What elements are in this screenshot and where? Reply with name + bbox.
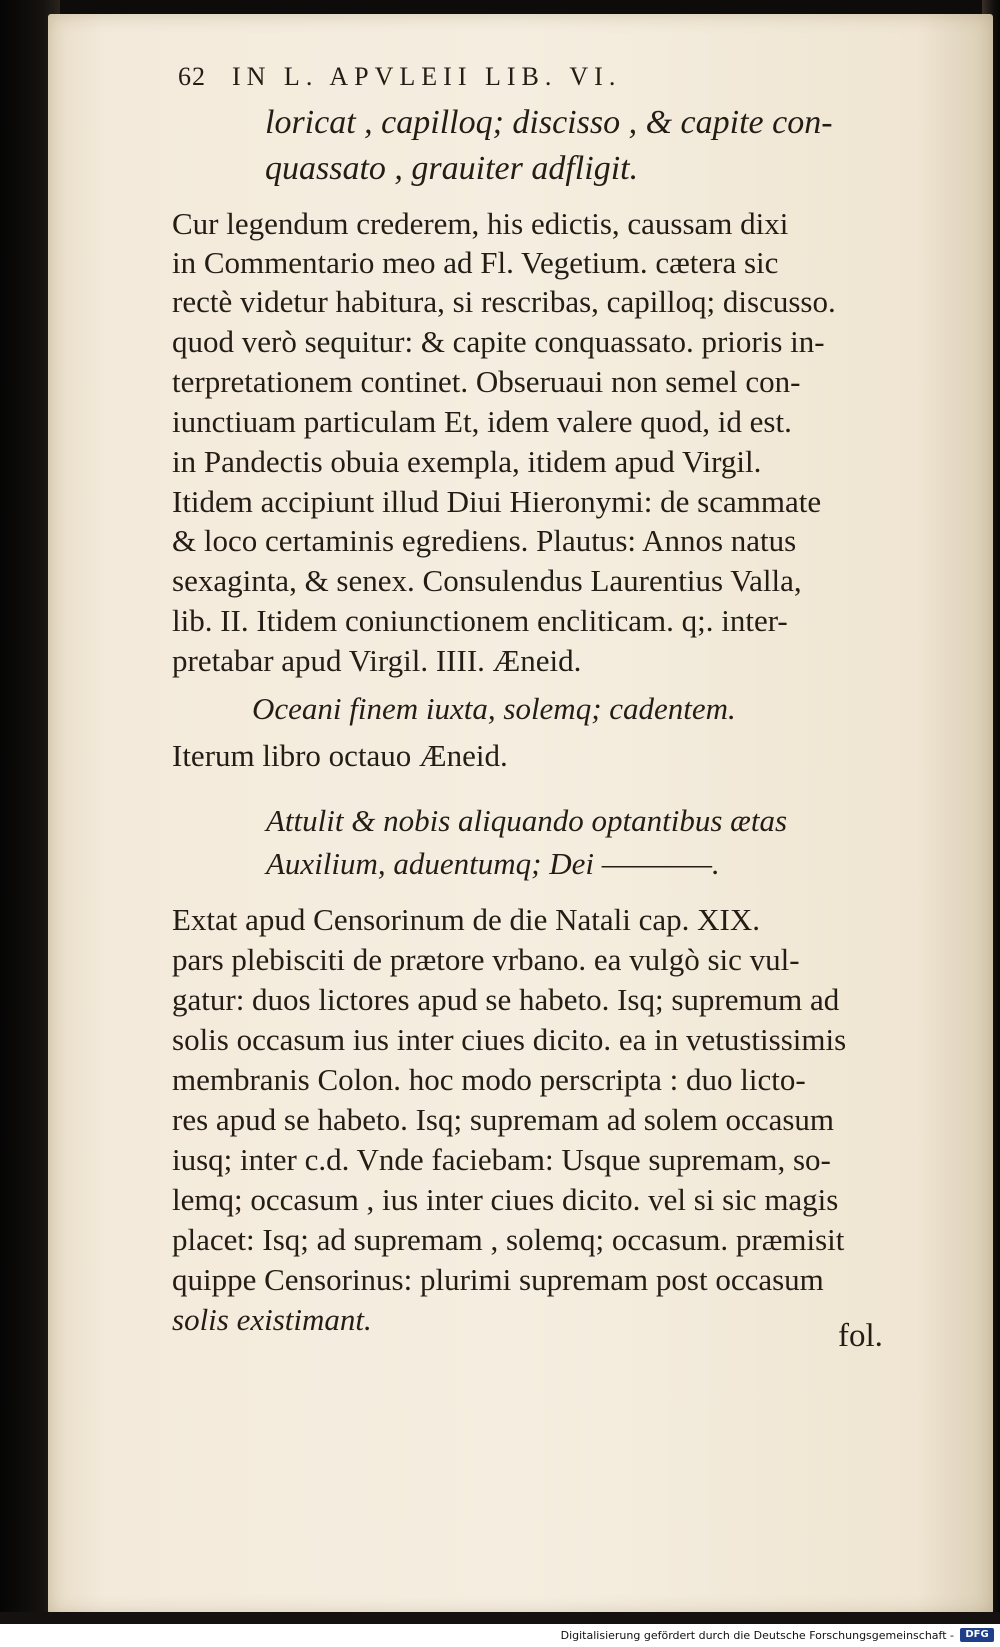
body-line: res apud se habeto. Isq; supremam ad solem occasum <box>172 1102 835 1137</box>
body-line: Cur legendum crederem, his edictis, caussam dixi <box>172 206 789 241</box>
body-line: quippe Censorinus: plurimi supremam post occasum <box>172 1262 824 1297</box>
body-line: placet: Isq; ad supremam , solemq; occasum. præmisit <box>172 1222 845 1257</box>
verse-line: Attulit & nobis aliquando optantibus ætas <box>266 803 788 838</box>
body-line: pars plebisciti de prætore vrbano. ea vulgò sic vul- <box>172 942 800 977</box>
verse-line: Oceani finem iuxta, solemq; cadentem. <box>252 691 736 726</box>
dfg-logo: DFG <box>960 1628 994 1642</box>
body-line: gatur: duos lictores apud se habeto. Isq; supremum ad <box>172 982 840 1017</box>
digitization-credit: Digitalisierung gefördert durch die Deutsche Forschungsgemeinschaft - <box>560 1629 954 1642</box>
body-line: quod verò sequitur: & capite conquassato. prioris in- <box>172 324 825 359</box>
body-line: lib. II. Itidem coniunctionem encliticam. q;. inter- <box>172 603 788 638</box>
body-line: solis existimant. <box>172 1302 372 1337</box>
body-line: iunctiuam particulam Et, idem valere quod, id est. <box>172 404 792 439</box>
body-line: rectè videtur habitura, si rescribas, capilloq; discusso. <box>172 284 836 319</box>
title-line: quassato , grauiter adfligit. <box>265 150 639 187</box>
body-line: sexaginta, & senex. Consulendus Laurentius Valla, <box>172 563 802 598</box>
body-line: solis occasum ius inter ciues dicito. ea in vetustissimis <box>172 1022 847 1057</box>
body-line: lemq; occasum , ius inter ciues dicito. vel si sic magis <box>172 1182 839 1217</box>
body-line: Itidem accipiunt illud Diui Hieronymi: de scammate <box>172 484 822 519</box>
catchword: fol. <box>838 1318 883 1354</box>
body-line: Extat apud Censorinum de die Natali cap. XIX. <box>172 902 760 937</box>
running-head <box>178 62 621 92</box>
body-line: in Commentario meo ad Fl. Vegetium. cætera sic <box>172 245 779 280</box>
page-number: 62 <box>178 62 206 91</box>
running-head-text: IN L. APVLEII LIB. VI. <box>232 62 622 91</box>
body-line: in Pandectis obuia exempla, itidem apud Virgil. <box>172 444 762 479</box>
body-line: terpretationem continet. Obseruaui non semel con- <box>172 364 801 399</box>
body-line: membranis Colon. hoc modo perscripta : duo licto- <box>172 1062 806 1097</box>
body-line: Iterum libro octauo Æneid. <box>172 738 508 773</box>
body-line: & loco certaminis egrediens. Plautus: Annos natus <box>172 523 797 558</box>
body-line: iusq; inter c.d. Vnde faciebam: Usque supremam, so- <box>172 1142 831 1177</box>
verse-line: Auxilium, aduentumq; Dei ————. <box>266 846 720 881</box>
scan-background-bottom <box>0 1612 1000 1624</box>
body-line: pretabar apud Virgil. IIII. Æneid. <box>172 643 582 678</box>
title-line: loricat , capilloq; discisso , & capite con- <box>265 104 833 141</box>
